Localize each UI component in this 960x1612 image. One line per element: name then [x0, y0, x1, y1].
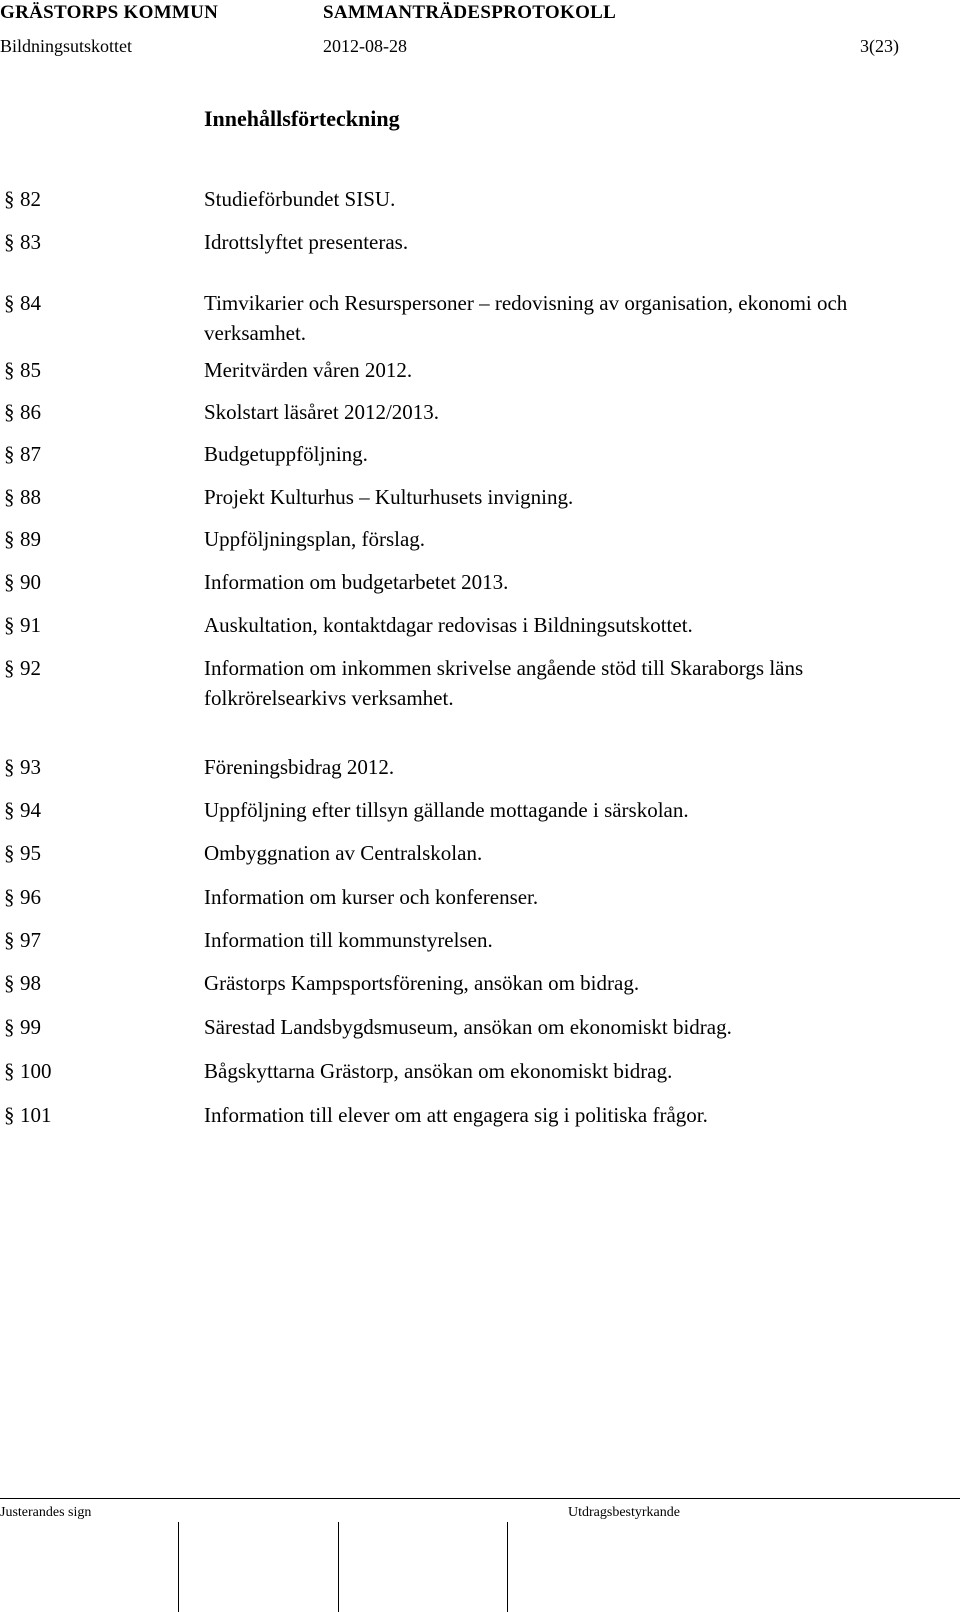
- section-number: 86: [20, 400, 41, 424]
- toc-item-number: [4, 925, 41, 955]
- toc-item-number: [4, 610, 41, 640]
- section-sign: §: [4, 570, 15, 594]
- section-sign: §: [4, 400, 15, 424]
- section-sign: §: [4, 656, 15, 680]
- toc-item-text: Skolstart läsåret 2012/2013.: [204, 400, 440, 424]
- committee-name: Bildningsutskottet: [0, 36, 133, 56]
- section-number: 87: [20, 442, 41, 466]
- section-sign: §: [4, 841, 15, 865]
- section-number: 100: [20, 1059, 52, 1083]
- section-number: 98: [20, 971, 41, 995]
- section-number: 85: [20, 358, 41, 382]
- toc-item-text: Information om kurser och konferenser.: [204, 885, 539, 909]
- section-number: 101: [20, 1103, 52, 1127]
- section-sign: §: [4, 755, 15, 779]
- certification-label: Utdragsbestyrkande: [568, 1505, 680, 1520]
- toc-item-text: Särestad Landsbygdsmuseum, ansökan om ekonomiskt bidrag.: [204, 1015, 732, 1039]
- organization-name: GRÄSTORPS KOMMUN: [0, 2, 219, 23]
- toc-item-number: [4, 482, 41, 512]
- section-number: 93: [20, 755, 41, 779]
- toc-item-text: Projekt Kulturhus – Kulturhusets invigning.: [204, 485, 574, 509]
- toc-item-number: [4, 439, 41, 469]
- section-sign: §: [4, 291, 15, 315]
- section-number: 90: [20, 570, 41, 594]
- section-number: 83: [20, 230, 41, 254]
- toc-item-number: [4, 1056, 52, 1086]
- toc-item-number: [4, 882, 41, 912]
- section-sign: §: [4, 885, 15, 909]
- toc-item-number: [4, 524, 41, 554]
- toc-item-text: Information om inkommen skrivelse angående stöd till Skaraborgs läns folkrörelsearkivs verksamhet.: [204, 656, 804, 710]
- toc-item-number: [4, 1100, 52, 1130]
- section-sign: §: [4, 1015, 15, 1039]
- section-sign: §: [4, 971, 15, 995]
- toc-item-number: [4, 397, 41, 427]
- toc-item-number: [4, 795, 41, 825]
- section-number: 95: [20, 841, 41, 865]
- section-sign: §: [4, 798, 15, 822]
- toc-item-text: Information till kommunstyrelsen.: [204, 928, 493, 952]
- section-number: 82: [20, 187, 41, 211]
- toc-item-text: Timvikarier och Resurspersoner – redovisning av organisation, ekonomi och verksamhet.: [204, 291, 848, 345]
- signature-box-divider: [507, 1522, 508, 1612]
- toc-item-number: [4, 1012, 41, 1042]
- toc-item-number: [4, 288, 41, 318]
- toc-item-number: [4, 653, 41, 683]
- toc-item-number: [4, 227, 41, 257]
- section-sign: §: [4, 485, 15, 509]
- toc-item-text: Information om budgetarbetet 2013.: [204, 570, 509, 594]
- toc-item-text: Bågskyttarna Grästorp, ansökan om ekonomiskt bidrag.: [204, 1059, 673, 1083]
- toc-item-text: Uppföljning efter tillsyn gällande mottagande i särskolan.: [204, 798, 689, 822]
- section-sign: §: [4, 613, 15, 637]
- section-number: 96: [20, 885, 41, 909]
- section-sign: §: [4, 1103, 15, 1127]
- page-header: [0, 2, 960, 62]
- section-sign: §: [4, 442, 15, 466]
- meeting-date: 2012-08-28: [323, 36, 407, 56]
- signature-box-divider: [338, 1522, 339, 1612]
- section-sign: §: [4, 928, 15, 952]
- page-number: 3(23): [860, 36, 899, 56]
- toc-item-number: [4, 752, 41, 782]
- toc-item-number: [4, 968, 41, 998]
- toc-item-text: Idrottslyftet presenteras.: [204, 230, 409, 254]
- signature-box-divider: [178, 1522, 179, 1612]
- toc-item-text: Information till elever om att engagera sig i politiska frågor.: [204, 1103, 708, 1127]
- signature-label: Justerandes sign: [0, 1505, 92, 1520]
- toc-item-text: Uppföljningsplan, förslag.: [204, 527, 426, 551]
- section-number: 99: [20, 1015, 41, 1039]
- toc-item-text: Budgetuppföljning.: [204, 442, 368, 466]
- section-number: 92: [20, 656, 41, 680]
- section-sign: §: [4, 187, 15, 211]
- toc-item-number: [4, 355, 41, 385]
- section-number: 97: [20, 928, 41, 952]
- section-number: 89: [20, 527, 41, 551]
- toc-item-text: Föreningsbidrag 2012.: [204, 755, 395, 779]
- toc-item-text: Auskultation, kontaktdagar redovisas i Bildningsutskottet.: [204, 613, 693, 637]
- toc-item-number: [4, 838, 41, 868]
- section-sign: §: [4, 527, 15, 551]
- section-sign: §: [4, 230, 15, 254]
- section-sign: §: [4, 358, 15, 382]
- toc-item-text: Grästorps Kampsportsförening, ansökan om bidrag.: [204, 971, 640, 995]
- section-number: 88: [20, 485, 41, 509]
- document-type: SAMMANTRÄDESPROTOKOLL: [323, 2, 617, 23]
- toc-title: Innehållsförteckning: [204, 106, 400, 131]
- toc-item-text: Studieförbundet SISU.: [204, 187, 396, 211]
- section-sign: §: [4, 1059, 15, 1083]
- section-number: 91: [20, 613, 41, 637]
- toc-item-text: Meritvärden våren 2012.: [204, 358, 413, 382]
- toc-item-text: Ombyggnation av Centralskolan.: [204, 841, 483, 865]
- footer-divider: [0, 1498, 960, 1499]
- section-number: 84: [20, 291, 41, 315]
- toc-item-number: [4, 184, 41, 214]
- toc-item-number: [4, 567, 41, 597]
- section-number: 94: [20, 798, 41, 822]
